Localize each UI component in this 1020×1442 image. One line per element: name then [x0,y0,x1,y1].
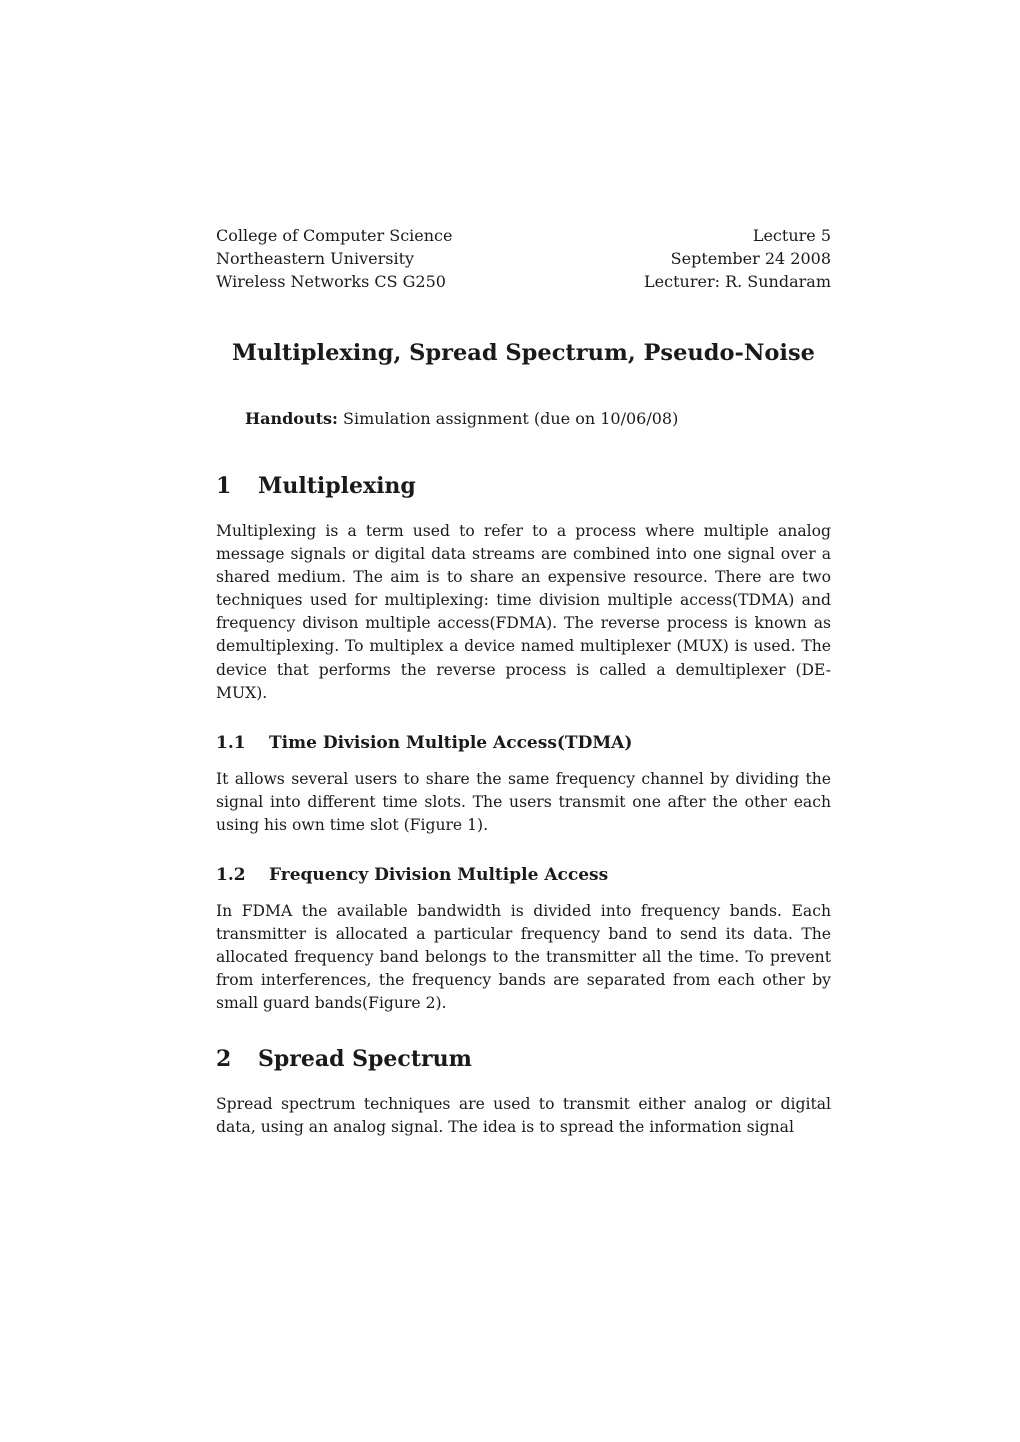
subsection-heading-tdma [216,733,632,753]
subsection-paragraph: In FDMA the available bandwidth is divided into frequency bands. Each transmitter is allocated a particular frequency band to send its data. The allocated frequency band belongs to the transmitter all the time. To prevent from interferences, the frequency bands are separated from each other by small guard bands(Figure 2). [216,902,831,1013]
section-number: 1 [216,473,232,499]
handouts-line [245,409,678,428]
subsection-heading-fdma [216,865,608,885]
header-row [216,270,831,293]
subsection-title: Frequency Division Multiple Access [269,865,609,885]
subsection-title: Time Division Multiple Access(TDMA) [269,733,633,753]
subsection-number: 1.1 [216,733,246,753]
section-heading-spread-spectrum [216,1046,472,1072]
section-heading-multiplexing [216,473,416,499]
header-lecturer: Lecturer: R. Sundaram [644,272,831,291]
header-course: Wireless Networks CS G250 [216,272,446,291]
subsection-paragraph: It allows several users to share the same frequency channel by dividing the signal into different time slots. The users transmit one after the other each using his own time slot (Figure 1). [216,770,831,835]
lecture-header [216,224,831,293]
header-date: September 24 2008 [670,249,831,268]
header-row [216,247,831,270]
section-title: Spread Spectrum [258,1046,472,1072]
header-college: College of Computer Science [216,226,453,245]
section-paragraph: Spread spectrum techniques are used to transmit either analog or digital data, using an analog signal. The idea is to spread the information signal [216,1095,831,1137]
handouts-label: Handouts: [245,409,338,428]
section-paragraph: Multiplexing is a term used to refer to a process where multiple analog message signals or digital data streams are combined into one signal over a shared medium. The aim is to share an expensive resource. There are two techniques used for multiplexing: time division multiple access(TDMA) and frequency divison multiple access(FDMA). The reverse process is known as demultiplexing. To multiplex a device named multiplexer (MUX) is used. The device that performs the reverse process is called a demultiplexer (DE-MUX). [216,522,831,702]
page-title: Multiplexing, Spread Spectrum, Pseudo-Noise [232,340,815,366]
subsection-number: 1.2 [216,865,246,885]
header-lecture-number: Lecture 5 [752,226,831,245]
header-university: Northeastern University [216,249,415,268]
section-title: Multiplexing [258,473,416,499]
handouts-text: Simulation assignment (due on 10/06/08) [343,409,679,428]
section-number: 2 [216,1046,232,1072]
header-row [216,224,831,247]
